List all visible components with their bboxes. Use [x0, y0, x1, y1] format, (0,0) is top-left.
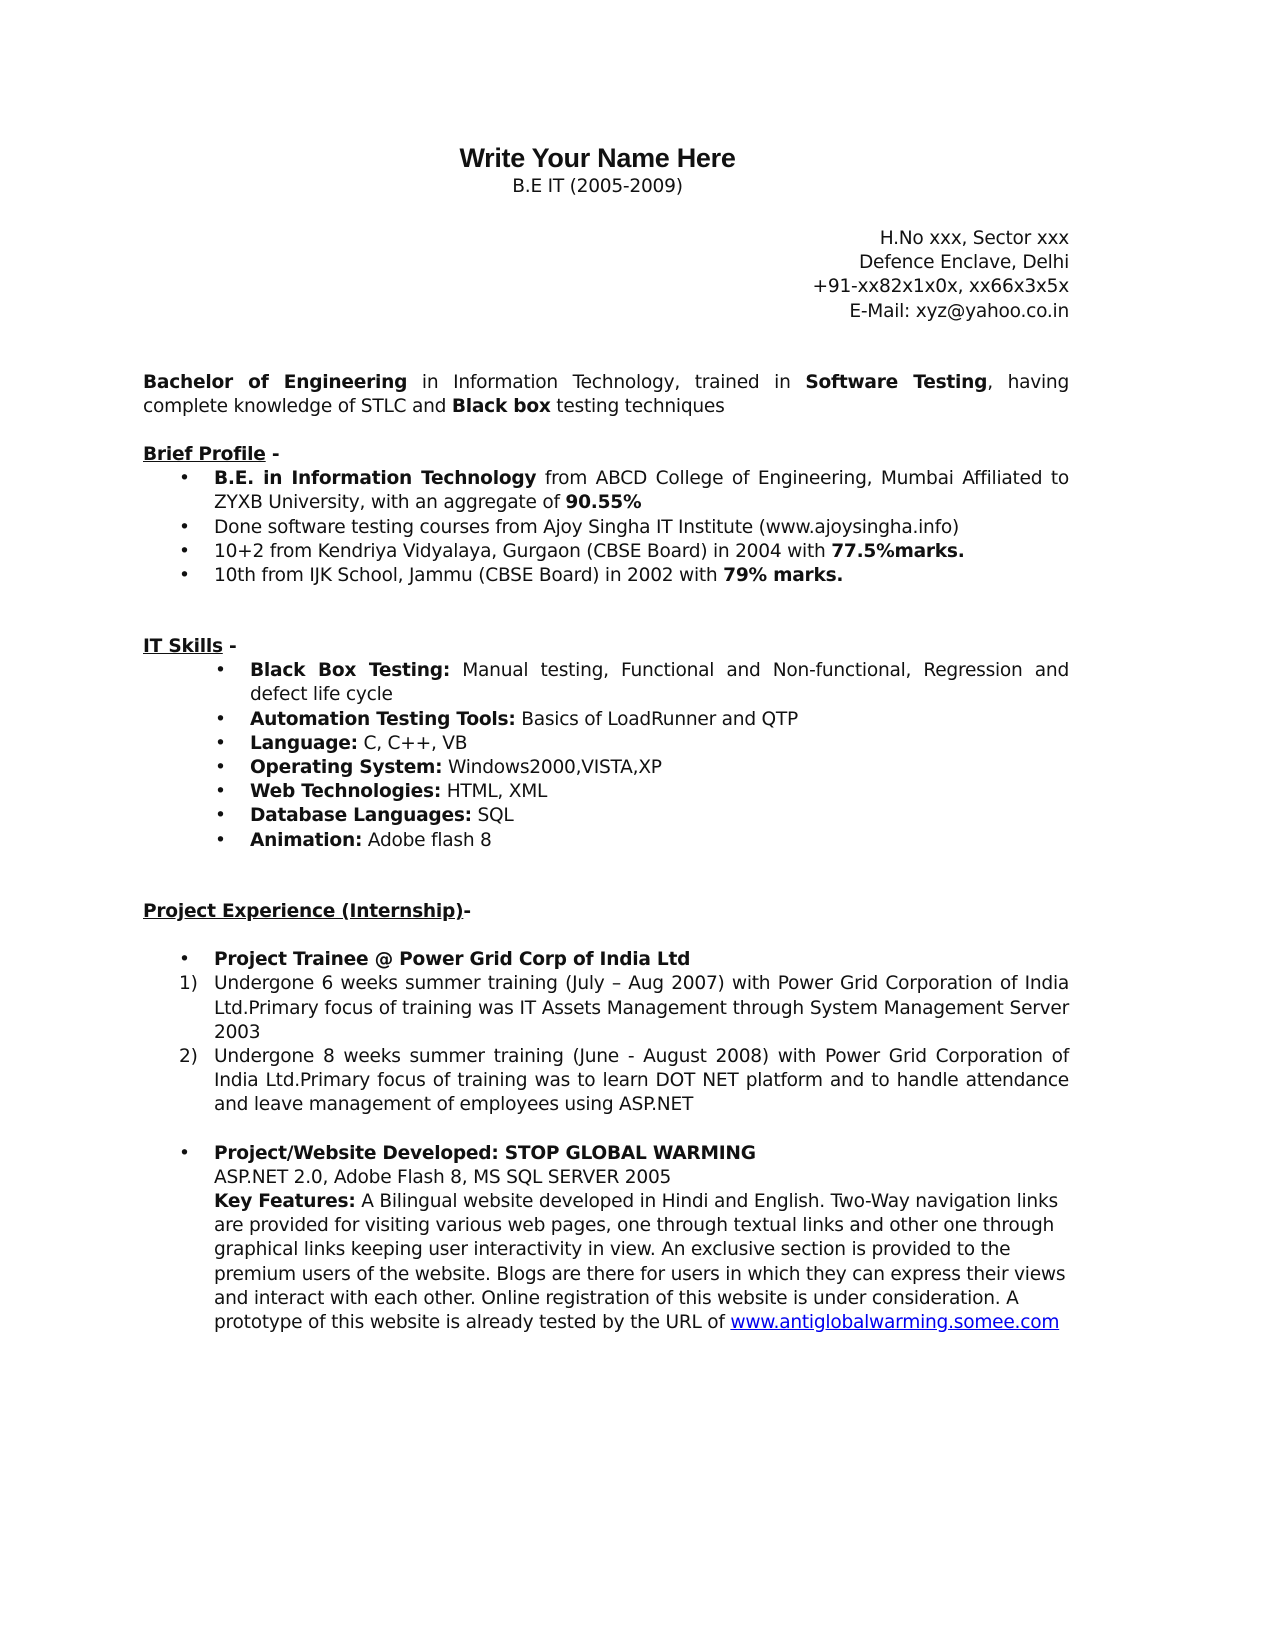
bullet-icon: •	[215, 805, 226, 827]
heading-dash: -	[265, 444, 280, 465]
bullet-icon: •	[179, 1142, 190, 1164]
section-heading: Brief Profile	[143, 444, 266, 465]
skill-label: Database Languages:	[250, 805, 472, 827]
bullet-icon: •	[179, 516, 190, 538]
item-text: 10+2 from Kendriya Vidyalaya, Gurgaon (CBSE Board) in 2004 with	[214, 540, 832, 562]
bullet-icon: •	[179, 949, 190, 971]
summary-text: testing techniques	[550, 396, 725, 418]
bullet-icon: •	[215, 732, 226, 754]
item-text: Undergone 6 weeks summer training (July – Aug 2007) with Power Grid Corporation of India Ltd.Primary focus of training was IT Assets Management through System Management Server 2003	[214, 973, 1069, 1043]
skill-label: Automation Testing Tools:	[250, 708, 516, 730]
item-number: 2)	[179, 1046, 198, 1068]
section-heading: IT Skills	[143, 636, 223, 657]
project-title: Project Trainee @ Power Grid Corp of India Ltd	[214, 949, 691, 971]
skill-label: Black Box Testing:	[250, 660, 451, 682]
skills-list	[143, 659, 1069, 853]
project-list	[143, 948, 1069, 972]
heading-dash: -	[463, 901, 471, 922]
list-item	[143, 948, 1069, 972]
summary-text: , having complete knowledge of STLC and	[143, 372, 1070, 418]
summary-bold: Bachelor of Engineering	[143, 372, 408, 393]
skill-label: Operating System:	[250, 757, 443, 779]
skill-text: Adobe flash 8	[362, 829, 492, 851]
tech-stack: ASP.NET 2.0, Adobe Flash 8, MS SQL SERVER 2005	[214, 1166, 672, 1188]
item-text: Undergone 8 weeks summer training (June - August 2008) with Power Grid Corporation of India Ltd.Primary focus of training was to learn DOT NET platform and to handle attendance and leave management of employees using ASP.NET	[214, 1046, 1069, 1116]
candidate-name: Write Your Name Here	[459, 143, 736, 173]
list-item	[143, 467, 1069, 515]
item-text: Done software testing courses from Ajoy Singha IT Institute (www.ajoysingha.info)	[214, 516, 960, 538]
list-item	[143, 1045, 1069, 1118]
item-bold: 77.5%marks.	[831, 540, 965, 562]
list-item	[143, 564, 1069, 588]
bullet-icon: •	[215, 781, 226, 803]
summary	[143, 371, 1069, 419]
email-line: E-Mail: xyz@yahoo.co.in	[849, 300, 1069, 322]
item-bold: B.E. in Information Technology	[214, 468, 537, 490]
contact-address	[813, 227, 1069, 324]
item-bold: 79% marks.	[723, 565, 844, 587]
skill-label: Web Technologies:	[250, 781, 442, 803]
skill-text: SQL	[471, 805, 514, 827]
skill-text: HTML, XML	[441, 781, 548, 803]
address-line: Defence Enclave, Delhi	[858, 252, 1069, 274]
item-text: 10th from IJK School, Jammu (CBSE Board) in 2002 with	[214, 565, 724, 587]
project-experience-section	[143, 900, 1069, 1335]
brief-profile-section	[143, 443, 1069, 588]
skill-text: Windows2000,VISTA,XP	[442, 757, 662, 779]
item-text: from ABCD College of Engineering, Mumbai Affiliated to ZYXB University, with an aggregate of	[214, 468, 1070, 514]
list-item	[143, 972, 1069, 1045]
website-link[interactable]: www.antiglobalwarming.somee.com	[730, 1312, 1060, 1334]
degree-line: B.E IT (2005-2009)	[512, 176, 683, 197]
list-item	[143, 804, 1069, 828]
section-heading: Project Experience (Internship)	[143, 901, 464, 922]
bullet-icon: •	[179, 468, 190, 490]
address-line: H.No xxx, Sector xxx	[879, 228, 1069, 249]
summary-bold: Black box	[451, 396, 551, 418]
skill-label: Animation:	[250, 829, 363, 851]
skill-label: Language:	[250, 732, 358, 754]
list-item	[143, 1142, 1069, 1336]
phone-line: +91-xx82x1x0x, xx66x3x5x	[812, 276, 1069, 298]
bullet-icon: •	[179, 540, 190, 562]
profile-list	[143, 467, 1069, 588]
item-bold: 90.55%	[565, 492, 642, 514]
list-item	[143, 780, 1069, 804]
project-title: Project/Website Developed: STOP GLOBAL WARMING	[214, 1142, 756, 1164]
training-list	[143, 972, 1069, 1117]
it-skills-section	[143, 635, 1069, 853]
bullet-icon: •	[215, 829, 226, 851]
item-number: 1)	[179, 973, 198, 995]
key-features-text: A Bilingual website developed in Hindi and English. Two-Way navigation links are provided for visiting various web pages, one through textual links and other one through graphical links keeping user interactivity in view. An exclusive section is provided to the premium users of the website. Blogs are there for users in which they can express their views and interact with each other. Online registration of this website is under consideration. A prototype of this website is already tested by the URL of	[214, 1191, 1066, 1334]
website-list	[143, 1142, 1069, 1336]
list-item	[143, 659, 1069, 707]
summary-bold: Software Testing	[805, 372, 988, 393]
bullet-icon: •	[215, 708, 226, 730]
list-item	[143, 756, 1069, 780]
heading-dash: -	[222, 636, 237, 657]
list-item	[143, 708, 1069, 732]
bullet-icon: •	[179, 565, 190, 587]
list-item	[143, 829, 1069, 853]
skill-text: Manual testing, Functional and Non-functional, Regression and defect life cycle	[250, 660, 1069, 706]
list-item	[143, 516, 1069, 540]
skill-text: C, C++, VB	[357, 732, 468, 754]
list-item	[143, 732, 1069, 756]
key-features-label: Key Features:	[214, 1191, 356, 1213]
summary-text: in Information Technology, trained in	[407, 372, 806, 393]
bullet-icon: •	[215, 757, 226, 779]
skill-text: Basics of LoadRunner and QTP	[515, 708, 798, 730]
list-item	[143, 540, 1069, 564]
bullet-icon: •	[215, 660, 226, 682]
